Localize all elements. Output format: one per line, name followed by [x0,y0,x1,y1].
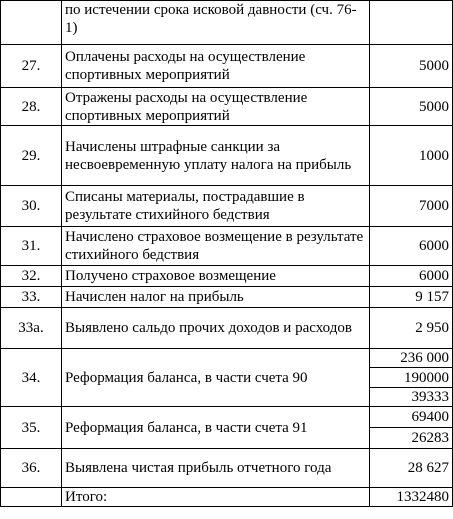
table-row [1,287,453,308]
total-amount: 1332480 [370,488,453,507]
operation-description: Выявлено сальдо прочих доходов и расходов [62,308,370,349]
amount: 7000 [370,186,453,227]
operation-description: Отражены расходы на осуществление спортивных мероприятий [62,88,370,126]
table-row [1,1,453,45]
amount: 236 000 [370,349,453,368]
amount: 5000 [370,88,453,126]
table-row [1,449,453,488]
operation-description: Начислены штрафные санкции за несвоевременную уплату налога на прибыль [62,126,370,186]
operation-description: Начислено страховое возмещение в результате стихийного бедствия [62,227,370,266]
operation-description: Выявлена чистая прибыль отчетного года [62,449,370,488]
amount: 26283 [370,428,453,449]
row-number: 31. [1,227,62,266]
amount: 5000 [370,45,453,88]
amount: 2 950 [370,308,453,349]
row-number: 28. [1,88,62,126]
table-row [1,126,453,186]
amount: 69400 [370,407,453,428]
amount: 28 627 [370,449,453,488]
operation-description: Реформация баланса, в части счета 90 [62,349,370,407]
table-row [1,45,453,88]
table-row [1,407,453,428]
operation-description: Начислен налог на прибыль [62,287,370,308]
amount [370,1,453,45]
row-number: 30. [1,186,62,227]
amount: 6000 [370,227,453,266]
amount: 9 157 [370,287,453,308]
amount: 6000 [370,266,453,287]
amount: 39333 [370,388,453,407]
total-row [1,488,453,507]
operation-description: по истечении срока исковой давности (сч. 76-1) [62,1,370,45]
table-row [1,349,453,368]
row-number: 29. [1,126,62,186]
amount: 1000 [370,126,453,186]
amount: 190000 [370,368,453,388]
operation-description: Получено страховое возмещение [62,266,370,287]
table-row [1,186,453,227]
table-row [1,227,453,266]
table-row [1,88,453,126]
row-number [1,488,62,507]
row-number: 33. [1,287,62,308]
row-number: 34. [1,349,62,407]
row-number: 32. [1,266,62,287]
operation-description: Реформация баланса, в части счета 91 [62,407,370,449]
row-number [1,1,62,45]
row-number: 35. [1,407,62,449]
table-row [1,266,453,287]
row-number: 27. [1,45,62,88]
row-number: 36. [1,449,62,488]
operation-description: Списаны материалы, пострадавшие в результате стихийного бедствия [62,186,370,227]
table-row [1,308,453,349]
total-label: Итого: [62,488,370,507]
row-number: 33а. [1,308,62,349]
operation-description: Оплачены расходы на осуществление спортивных мероприятий [62,45,370,88]
